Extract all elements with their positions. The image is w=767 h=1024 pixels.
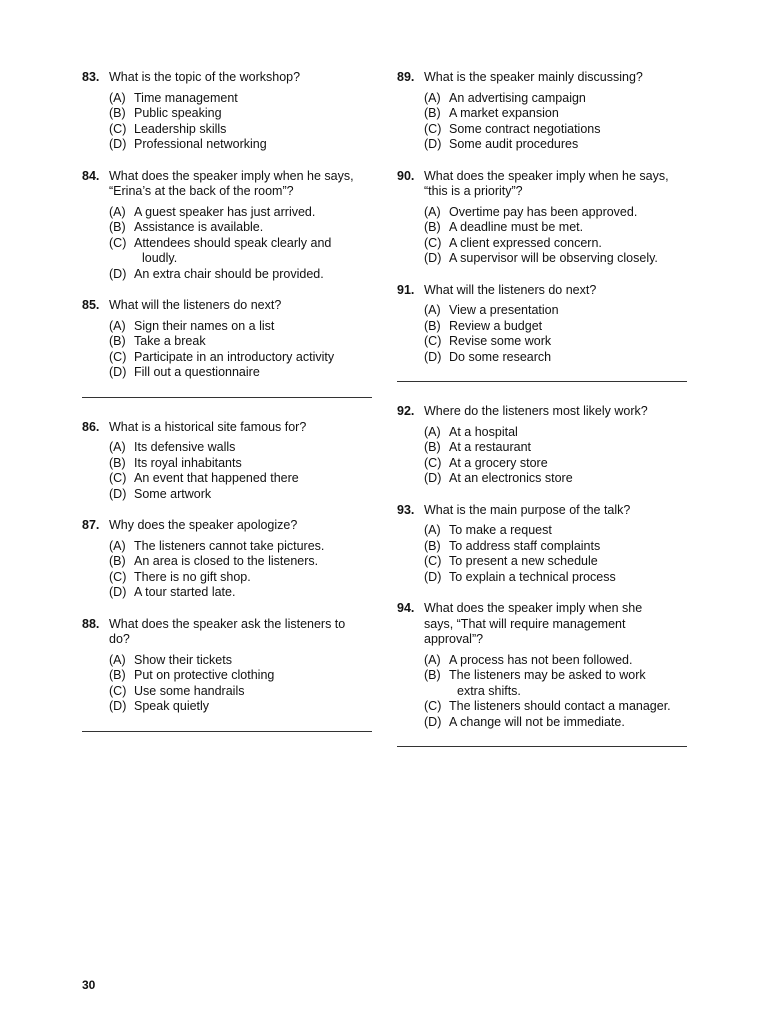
option-b [424, 220, 687, 236]
question-text-line: What does the speaker imply when he says, [424, 168, 669, 183]
option-b [424, 440, 687, 456]
question-84 [82, 169, 372, 283]
question-text-line: says, “That will require management [424, 616, 626, 631]
question-90 [397, 169, 687, 267]
option-text: A process has not been followed. [449, 652, 633, 667]
question-91 [397, 283, 687, 366]
option-letter: (B) [424, 106, 441, 120]
question-85 [82, 298, 372, 381]
option-letter: (B) [109, 455, 126, 470]
option-a [109, 91, 372, 107]
option-d [109, 699, 372, 715]
option-text: Fill out a questionnaire [134, 365, 260, 379]
option-letter: (D) [424, 349, 442, 364]
question-number: 86. [82, 419, 100, 434]
option-letter: (D) [109, 486, 127, 501]
option-text: Leadership skills [134, 121, 227, 136]
option-letter: (C) [424, 554, 442, 568]
option-d [109, 267, 372, 283]
option-b [424, 106, 687, 122]
option-letter: (C) [424, 699, 442, 713]
option-text: Public speaking [134, 106, 222, 120]
option-text: Some artwork [134, 486, 212, 501]
option-d [424, 251, 687, 267]
option-letter: (B) [109, 334, 126, 348]
question-92 [397, 404, 687, 487]
option-text: Revise some work [449, 334, 552, 348]
option-text: An advertising campaign [449, 90, 586, 105]
section-divider [397, 746, 687, 747]
left-column [82, 70, 372, 732]
question-number: 93. [397, 502, 415, 517]
option-letter: (C) [424, 334, 442, 348]
option-text: A market expansion [449, 106, 559, 120]
option-letter: (D) [109, 585, 127, 599]
option-d [424, 137, 687, 153]
option-a [109, 539, 372, 555]
option-b [109, 456, 372, 472]
option-b [109, 220, 372, 236]
option-letter: (A) [109, 318, 126, 333]
option-text-continuation: loudly. [142, 251, 178, 265]
option-a [109, 319, 372, 335]
option-text: To make a request [449, 523, 552, 537]
option-c [424, 554, 687, 570]
option-text [134, 236, 372, 267]
option-letter: (C) [109, 349, 127, 364]
option-letter: (A) [109, 440, 126, 454]
option-letter: (D) [424, 137, 442, 151]
option-c [109, 350, 372, 366]
option-c [109, 570, 372, 586]
question-text: What is the topic of the workshop? [109, 70, 301, 84]
option-letter: (D) [424, 714, 442, 729]
option-letter: (A) [109, 538, 126, 553]
option-letter: (A) [109, 204, 126, 219]
question-89 [397, 70, 687, 153]
option-text: Its royal inhabitants [134, 455, 242, 470]
option-c [424, 456, 687, 472]
option-text: Do some research [449, 349, 552, 364]
option-text: A guest speaker has just arrived. [134, 204, 316, 219]
option-b [424, 539, 687, 555]
option-a [424, 523, 687, 539]
option-letter: (D) [109, 266, 127, 281]
question-number: 90. [397, 168, 415, 183]
question-text-line: “this is a priority”? [424, 184, 523, 198]
option-c [109, 471, 372, 487]
question-text [424, 601, 687, 648]
option-d [424, 350, 687, 366]
section-divider [82, 731, 372, 732]
option-a [109, 440, 372, 456]
question-text [109, 617, 372, 648]
option-d [109, 487, 372, 503]
option-a [424, 205, 687, 221]
option-text: View a presentation [449, 303, 559, 317]
option-letter: (B) [109, 220, 126, 234]
option-letter: (B) [424, 220, 441, 234]
question-text-line: What does the speaker imply when she [424, 601, 643, 615]
option-d [109, 585, 372, 601]
question-text [424, 169, 687, 200]
option-text: Participate in an introductory activity [134, 349, 335, 364]
option-text-line: Attendees should speak clearly and [134, 235, 332, 250]
option-letter: (A) [424, 652, 441, 667]
option-d [424, 570, 687, 586]
option-text: To present a new schedule [449, 554, 598, 568]
question-text: Why does the speaker apologize? [109, 518, 298, 532]
option-b [424, 319, 687, 335]
option-letter: (D) [109, 699, 127, 713]
option-letter: (B) [109, 554, 126, 568]
option-text: At a restaurant [449, 440, 531, 454]
question-number: 94. [397, 601, 415, 615]
option-letter: (C) [424, 455, 442, 470]
option-letter: (C) [424, 121, 442, 136]
option-letter: (A) [109, 652, 126, 667]
question-text: What will the listeners do next? [109, 298, 282, 312]
option-text: An extra chair should be provided. [134, 266, 324, 281]
option-text: To explain a technical process [449, 569, 616, 584]
option-text: A supervisor will be observing closely. [449, 251, 658, 265]
option-text: A tour started late. [134, 585, 236, 599]
option-text: At a hospital [449, 424, 518, 439]
question-text: What is the main purpose of the talk? [424, 502, 631, 517]
question-number: 88. [82, 616, 100, 631]
option-text: Use some handrails [134, 683, 245, 698]
question-number: 84. [82, 168, 100, 183]
option-text: Overtime pay has been approved. [449, 204, 638, 219]
option-b [109, 554, 372, 570]
option-letter: (C) [424, 235, 442, 250]
option-a [424, 303, 687, 319]
option-b [424, 668, 687, 699]
option-letter: (B) [424, 440, 441, 454]
option-text: At a grocery store [449, 455, 548, 470]
question-number: 91. [397, 282, 415, 297]
option-d [424, 715, 687, 731]
option-a [424, 425, 687, 441]
option-text: Time management [134, 90, 238, 105]
question-text-line: “Erina’s at the back of the room”? [109, 184, 294, 198]
option-text [449, 668, 687, 699]
option-text: Sign their names on a list [134, 318, 275, 333]
option-c [109, 122, 372, 138]
option-letter: (D) [424, 471, 442, 485]
question-text-line: What does the speaker ask the listeners to [109, 616, 346, 631]
option-a [109, 205, 372, 221]
option-c [424, 236, 687, 252]
option-letter: (C) [109, 121, 127, 136]
option-letter: (B) [109, 668, 126, 682]
option-c [109, 684, 372, 700]
option-text: Take a break [134, 334, 206, 348]
option-letter: (B) [424, 668, 441, 682]
option-text: A change will not be immediate. [449, 714, 625, 729]
option-letter: (A) [424, 424, 441, 439]
option-text-continuation: extra shifts. [457, 683, 521, 698]
option-text-line: The listeners may be asked to work [449, 668, 646, 682]
option-c [424, 122, 687, 138]
question-text [109, 169, 372, 200]
option-text: Assistance is available. [134, 220, 264, 234]
option-text: Show their tickets [134, 652, 232, 667]
option-text: Put on protective clothing [134, 668, 275, 682]
option-text: An event that happened there [134, 471, 299, 485]
option-text: There is no gift shop. [134, 569, 251, 584]
option-text: The listeners should contact a manager. [449, 699, 671, 713]
question-number: 87. [82, 518, 100, 532]
question-text: What will the listeners do next? [424, 282, 597, 297]
question-text-line: do? [109, 632, 130, 646]
option-text: A deadline must be met. [449, 220, 584, 234]
right-column [397, 70, 687, 747]
option-text: Its defensive walls [134, 440, 236, 454]
option-c [109, 236, 372, 267]
question-number: 92. [397, 404, 415, 418]
option-b [109, 106, 372, 122]
question-text: What is a historical site famous for? [109, 419, 307, 434]
option-a [109, 653, 372, 669]
option-b [109, 334, 372, 350]
question-number: 85. [82, 298, 100, 312]
question-number: 83. [82, 70, 100, 84]
question-text-line: approval”? [424, 632, 484, 646]
question-88 [82, 617, 372, 715]
option-b [109, 668, 372, 684]
option-c [424, 334, 687, 350]
option-a [424, 91, 687, 107]
option-letter: (C) [109, 235, 127, 250]
option-text: Speak quietly [134, 699, 210, 713]
option-text: A client expressed concern. [449, 235, 602, 250]
option-letter: (B) [424, 318, 441, 333]
option-letter: (A) [424, 204, 441, 219]
option-text: The listeners cannot take pictures. [134, 538, 325, 553]
question-text-line: What does the speaker imply when he says, [109, 168, 354, 183]
option-letter: (A) [109, 90, 126, 105]
question-text: What is the speaker mainly discussing? [424, 70, 643, 84]
option-letter: (A) [424, 303, 441, 317]
option-letter: (D) [109, 137, 127, 151]
option-letter: (C) [109, 471, 127, 485]
option-letter: (A) [424, 90, 441, 105]
option-letter: (C) [109, 683, 127, 698]
question-93 [397, 503, 687, 586]
option-text: An area is closed to the listeners. [134, 554, 319, 568]
page-number: 30 [82, 978, 96, 992]
option-text: To address staff complaints [449, 538, 601, 553]
question-86 [82, 420, 372, 503]
option-text: Review a budget [449, 318, 543, 333]
option-letter: (A) [424, 523, 441, 537]
option-letter: (B) [109, 106, 126, 120]
option-letter: (D) [424, 251, 442, 265]
option-d [109, 365, 372, 381]
question-94 [397, 601, 687, 730]
option-letter: (C) [109, 569, 127, 584]
option-c [424, 699, 687, 715]
option-text: Some contract negotiations [449, 121, 601, 136]
option-text: Professional networking [134, 137, 267, 151]
option-d [109, 137, 372, 153]
question-83 [82, 70, 372, 153]
option-text: Some audit procedures [449, 137, 579, 151]
option-letter: (B) [424, 538, 441, 553]
question-text: Where do the listeners most likely work? [424, 404, 648, 418]
option-a [424, 653, 687, 669]
option-letter: (D) [109, 365, 127, 379]
option-letter: (D) [424, 569, 442, 584]
option-text: At an electronics store [449, 471, 573, 485]
option-d [424, 471, 687, 487]
question-number: 89. [397, 70, 415, 84]
question-87 [82, 518, 372, 601]
